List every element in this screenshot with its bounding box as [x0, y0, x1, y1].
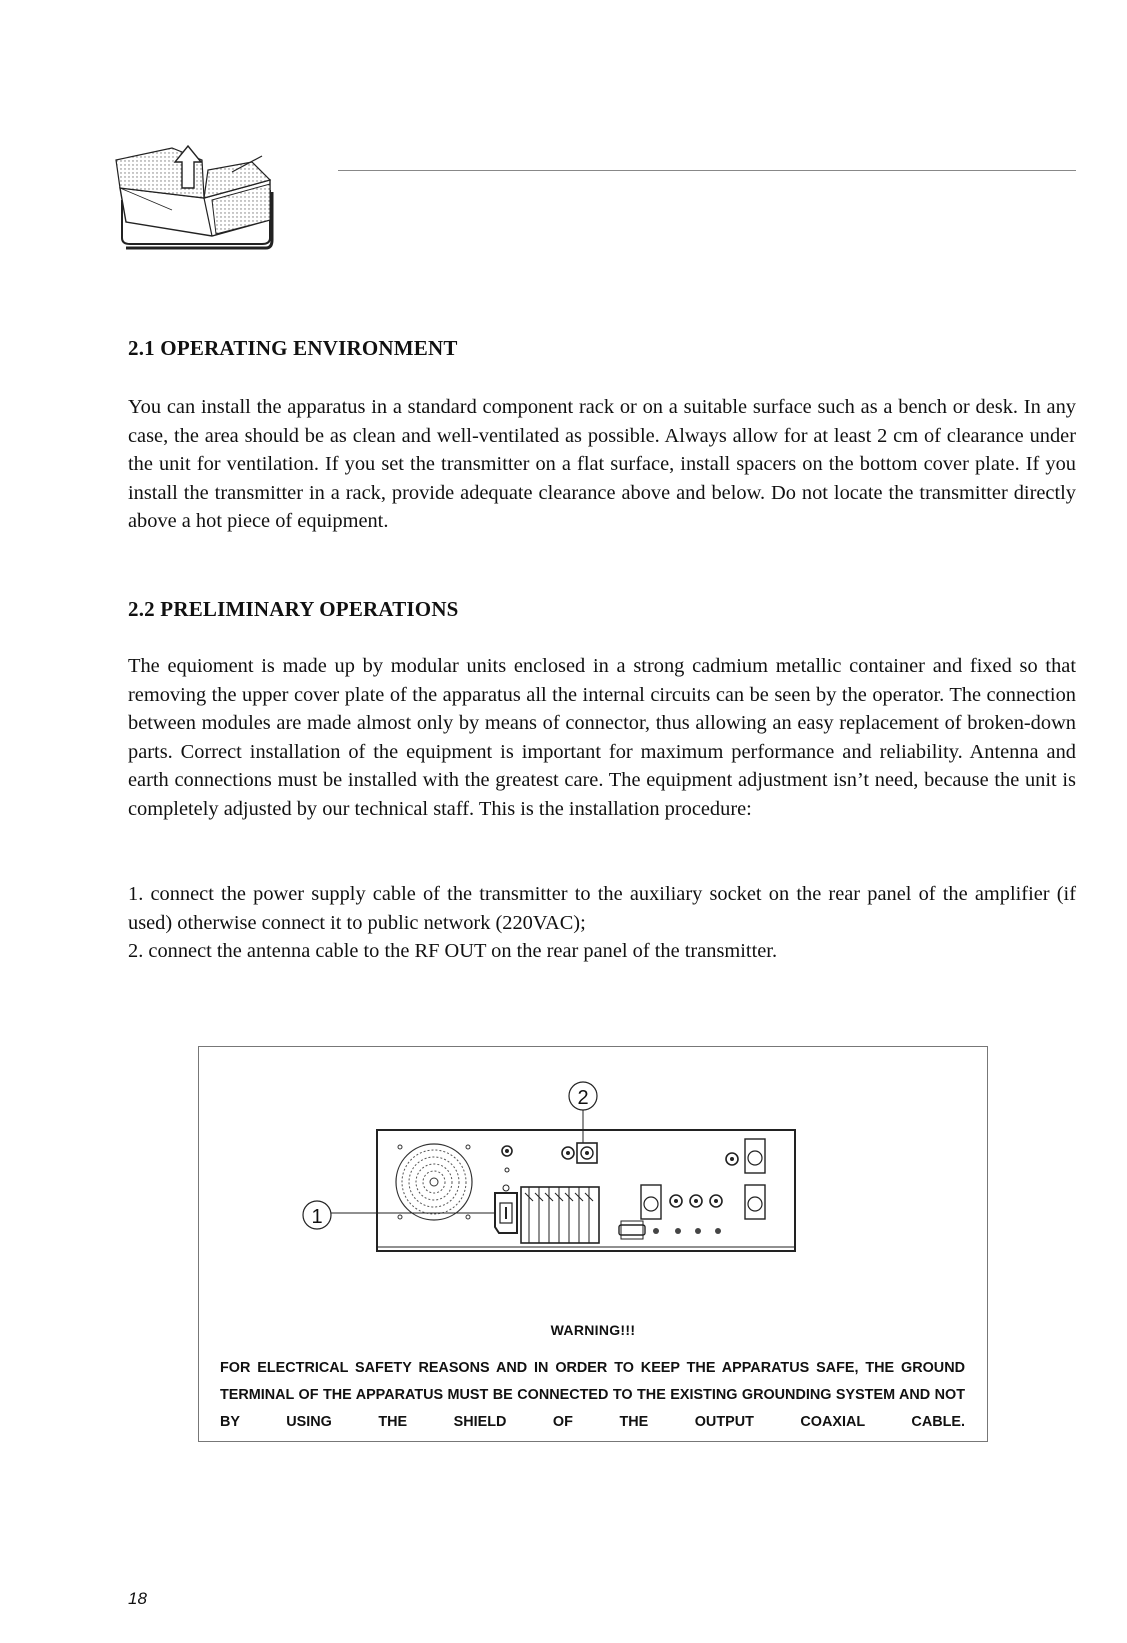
- heatsink-icon: [521, 1187, 599, 1243]
- warning-title: WARNING!!!: [550, 1322, 636, 1338]
- callout-1-label: 1: [311, 1206, 323, 1228]
- preliminary-operations-paragraph: The equioment is made up by modular units enclosed in a strong cadmium metallic container and fixed so that removing the upper cover plate of the apparatus all the internal circuits can be seen by the operator. The connection between modules are made almost only by means of connector, thus allowing an easy replacement of broken-down parts. Correct installation of the equipment is important for maximum performance and reliability. Antenna and earth connections must be installed with the greatest care. The equipment adjustment isn’t need, because the unit is completely adjusted by our technical staff. This is the installation procedure:: [128, 655, 1076, 820]
- section-heading-operating-environment: 2.1 OPERATING ENVIRONMENT: [128, 336, 458, 360]
- unpacking-box-icon: [112, 140, 284, 258]
- installation-step-1: 1. connect the power supply cable of the transmitter to the auxiliary socket on the rear panel of the amplifier (if used) otherwise connect it to public network (220VAC);: [128, 883, 1076, 934]
- callout-2-label: 2: [577, 1087, 589, 1109]
- operating-environment-paragraph: You can install the apparatus in a standard component rack or on a suitable surface such as a bench or desk. In any case, the area should be as clean and well-ventilated as possible. Always allow for at least 2 cm of clearance under the unit for ventilation. If you set the transmitter on a flat surface, install spacers on the bottom cover plate. If you install the transmitter in a rack, provide adequate clearance above and below. Do not locate the transmitter directly above a hot piece of equipment.: [128, 396, 1076, 532]
- warning-text: FOR ELECTRICAL SAFETY REASONS AND IN ORDER TO KEEP THE APPARATUS SAFE, THE GROUND TERMINAL OF THE APPARATUS MUST BE CONNECTED TO THE EXISTING GROUNDING SYSTEM AND NOT BY USING THE SHIELD OF THE OUTPUT COAXIAL CABLE.: [220, 1360, 965, 1430]
- section-heading-preliminary-operations: 2.2 PRELIMINARY OPERATIONS: [128, 597, 459, 621]
- page-number: 18: [128, 1589, 147, 1608]
- power-socket-icon: [495, 1185, 517, 1233]
- installation-steps: [128, 880, 1076, 966]
- header-rule: [338, 170, 1076, 171]
- installation-step-2: 2. connect the antenna cable to the RF OUT on the rear panel of the transmitter.: [128, 940, 778, 962]
